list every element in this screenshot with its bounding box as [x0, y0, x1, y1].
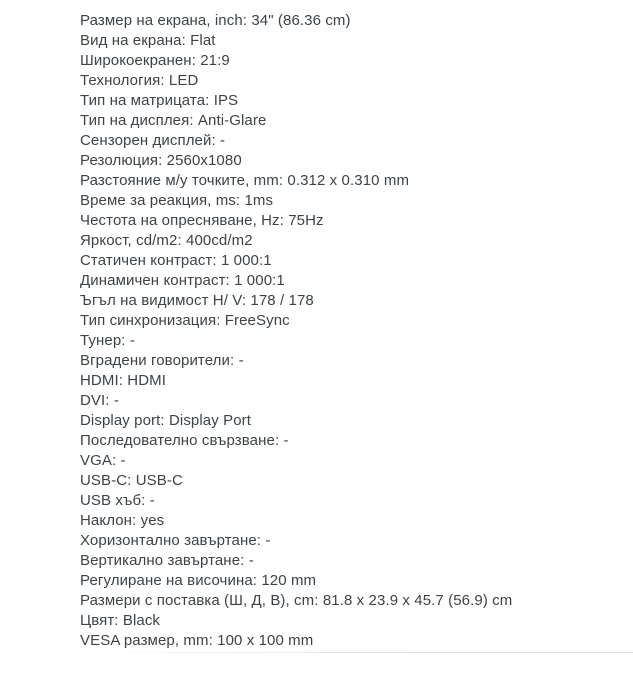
spec-value: yes: [140, 512, 165, 529]
spec-value: IPS: [213, 92, 239, 109]
spec-row: [80, 11, 633, 31]
spec-value: 81.8 x 23.9 x 45.7 (56.9) cm: [322, 592, 513, 609]
spec-row: [80, 611, 633, 631]
spec-row: [80, 191, 633, 211]
spec-label: VESA размер, mm:: [80, 632, 213, 649]
spec-value: -: [220, 132, 226, 149]
spec-value: 100 x 100 mm: [217, 632, 314, 649]
spec-label: Технология:: [80, 72, 165, 89]
spec-value: 1ms: [244, 192, 274, 209]
spec-value: USB-C: [135, 472, 183, 489]
spec-row: [80, 511, 633, 531]
spec-label: USB-C:: [80, 472, 132, 489]
spec-label: Резолюция:: [80, 152, 163, 169]
spec-value: -: [238, 352, 244, 369]
spec-value: Black: [122, 612, 161, 629]
spec-value: -: [113, 392, 119, 409]
spec-label: Последователно свързване:: [80, 432, 280, 449]
spec-value: -: [248, 552, 254, 569]
spec-value: -: [129, 332, 135, 349]
spec-label: Честота на опресняване, Hz:: [80, 212, 284, 229]
spec-label: Наклон:: [80, 512, 137, 529]
spec-value: 21:9: [200, 52, 230, 69]
spec-label: Статичен контраст:: [80, 252, 217, 269]
spec-value: LED: [168, 72, 199, 89]
spec-label: Цвят:: [80, 612, 119, 629]
spec-value: Display Port: [168, 412, 252, 429]
spec-row: [80, 411, 633, 431]
spec-row: [80, 91, 633, 111]
spec-label: Размери с поставка (Ш, Д, В), cm:: [80, 592, 319, 609]
spec-value: Flat: [190, 32, 216, 49]
spec-label: Размер на екрана, inch:: [80, 12, 248, 29]
spec-row: [80, 631, 633, 651]
spec-value: FreeSync: [224, 312, 290, 329]
spec-label: HDMI:: [80, 372, 123, 389]
spec-label: Широкоекранен:: [80, 52, 196, 69]
spec-label: Регулиране на височина:: [80, 572, 258, 589]
spec-row: [80, 451, 633, 471]
spec-row: [80, 151, 633, 171]
spec-label: Тип на дисплея:: [80, 112, 194, 129]
spec-value: HDMI: [127, 372, 167, 389]
spec-value: 120 mm: [261, 572, 317, 589]
spec-label: VGA:: [80, 452, 117, 469]
spec-label: Вертикално завъртане:: [80, 552, 245, 569]
spec-label: Тип на матрицата:: [80, 92, 210, 109]
spec-label: DVI:: [80, 392, 110, 409]
spec-value: -: [283, 432, 289, 449]
spec-row: [80, 231, 633, 251]
spec-label: Време за реакция, ms:: [80, 192, 241, 209]
spec-row: [80, 551, 633, 571]
spec-row: [80, 431, 633, 451]
spec-row: [80, 491, 633, 511]
spec-row: [80, 351, 633, 371]
spec-row: [80, 251, 633, 271]
spec-row: [80, 571, 633, 591]
spec-row: [80, 131, 633, 151]
spec-label: Сензорен дисплей:: [80, 132, 216, 149]
spec-label: Динамичен контраст:: [80, 272, 230, 289]
spec-value: -: [149, 492, 155, 509]
spec-row: [80, 31, 633, 51]
spec-label: Яркост, cd/m2:: [80, 232, 182, 249]
spec-row: [80, 171, 633, 191]
spec-label: Display port:: [80, 412, 165, 429]
spec-row: [80, 291, 633, 311]
spec-label: Тунер:: [80, 332, 126, 349]
spec-row: [80, 391, 633, 411]
spec-row: [80, 51, 633, 71]
spec-row: [80, 471, 633, 491]
spec-value: 400cd/m2: [186, 232, 253, 249]
spec-row: [80, 311, 633, 331]
spec-row: [80, 591, 633, 611]
section-divider: [80, 652, 633, 653]
spec-row: [80, 331, 633, 351]
spec-value: 34" (86.36 cm): [251, 12, 351, 29]
product-spec-list: [80, 11, 633, 651]
spec-label: USB хъб:: [80, 492, 146, 509]
spec-row: [80, 211, 633, 231]
spec-value: 2560x1080: [166, 152, 242, 169]
spec-value: 0.312 x 0.310 mm: [287, 172, 410, 189]
spec-value: 1 000:1: [220, 252, 272, 269]
spec-row: [80, 111, 633, 131]
spec-row: [80, 271, 633, 291]
spec-value: -: [120, 452, 126, 469]
spec-label: Тип синхронизация:: [80, 312, 221, 329]
spec-label: Разстояние м/у точките, mm:: [80, 172, 284, 189]
spec-value: 75Hz: [288, 212, 324, 229]
spec-value: 1 000:1: [234, 272, 285, 289]
spec-label: Вградени говорители:: [80, 352, 235, 369]
spec-row: [80, 531, 633, 551]
spec-label: Вид на екрана:: [80, 32, 186, 49]
spec-row: [80, 371, 633, 391]
spec-value: -: [265, 532, 271, 549]
spec-value: Anti-Glare: [197, 112, 267, 129]
spec-row: [80, 71, 633, 91]
spec-label: Ъгъл на видимост H/ V:: [80, 292, 247, 309]
spec-value: 178 / 178: [250, 292, 314, 309]
spec-label: Хоризонтално завъртане:: [80, 532, 262, 549]
